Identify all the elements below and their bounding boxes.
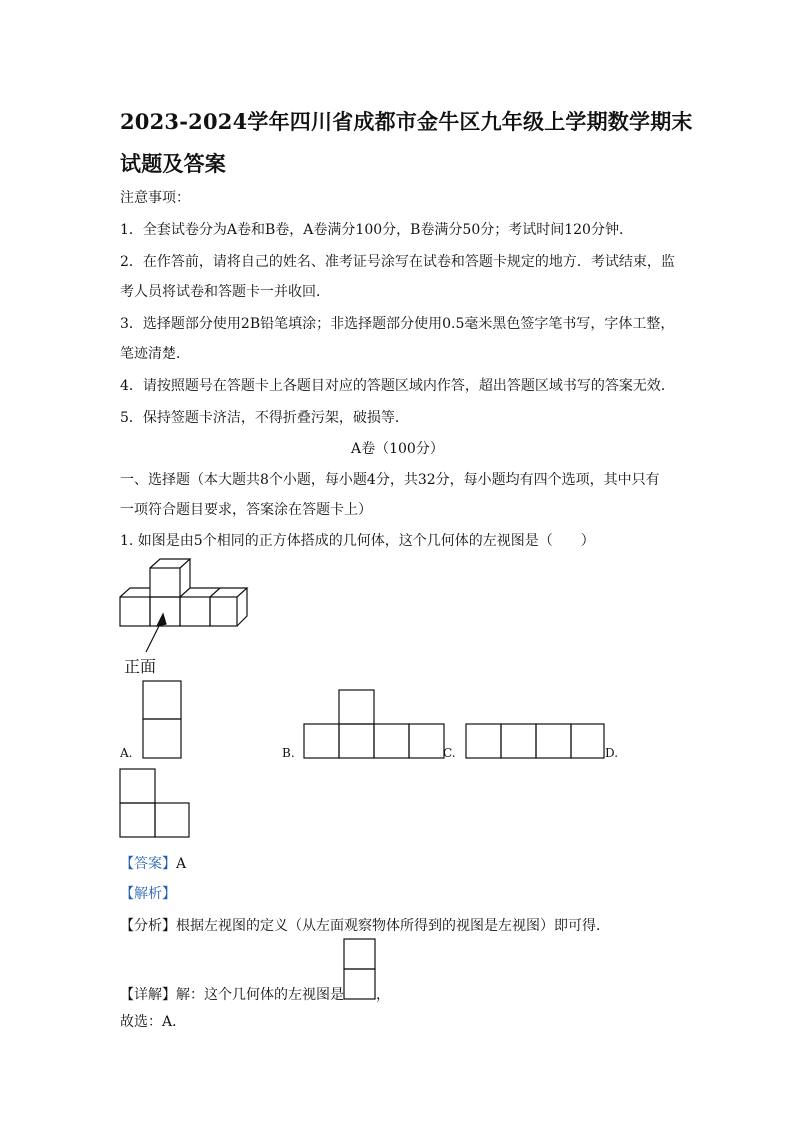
notice-item-2: 2．在作答前，请将自己的姓名、准考证号涂写在试卷和答题卡规定的地方．考试结束，监 bbox=[120, 254, 675, 270]
detail-line bbox=[120, 984, 344, 1004]
option-d-label[interactable]: D. bbox=[605, 746, 619, 760]
part1-instructions-line2: 一项符合题目要求，答案涂在答题卡上） bbox=[120, 502, 372, 518]
fenxi-label: 【分析】 bbox=[120, 918, 176, 934]
detail-comma: ， bbox=[376, 987, 390, 1003]
notice-item-3-cont: 笔迹清楚． bbox=[120, 346, 190, 362]
part1-instructions-line1: 一、选择题（本大题共8个小题，每小题4分，共32分，每小题均有四个选项，其中只有 bbox=[120, 472, 660, 488]
notice-item-1: 1．全套试卷分为A卷和B卷，A卷满分100分，B卷满分50分；考试时间120分钟． bbox=[120, 222, 633, 238]
notice-item-5: 5．保持签题卡济洁，不得折叠污架，破损等． bbox=[120, 410, 409, 426]
document-title-line2: 试题及答案 bbox=[120, 151, 226, 176]
option-a-figure[interactable] bbox=[142, 680, 184, 760]
notice-item-3: 3．选择题部分使用2B铅笔填涂；非选择题部分使用0.5毫米黑色签字笔书写，字体工整， bbox=[120, 316, 675, 332]
detail-conclusion: 故选：A． bbox=[120, 1014, 187, 1030]
notice-item-4: 4．请按照题号在答题卡上各题目对应的答题区域内作答，超出答题区域书写的答案无效． bbox=[120, 378, 675, 394]
detail-answer-figure bbox=[342, 937, 378, 1001]
document-title-line1: 2023-2024学年四川省成都市金牛区九年级上学期数学期末 bbox=[120, 109, 693, 134]
fenxi-text: 根据左视图的定义（从左面观察物体所得到的视图是左视图）即可得． bbox=[176, 918, 610, 934]
analysis-label: 【解析】 bbox=[120, 886, 176, 902]
answer-label: 【答案】 bbox=[120, 856, 176, 872]
front-label: 正面 bbox=[124, 657, 157, 676]
option-c-figure[interactable] bbox=[464, 722, 608, 760]
option-a-label[interactable]: A. bbox=[120, 746, 133, 760]
option-b-label[interactable]: B. bbox=[282, 746, 295, 760]
front-arrow bbox=[140, 610, 170, 660]
section-a-title: A卷（100分） bbox=[351, 441, 444, 457]
answer-line bbox=[120, 853, 186, 873]
option-c-label[interactable]: C. bbox=[443, 746, 456, 760]
question-1-text: 1. 如图是由5个相同的正方体搭成的几何体，这个几何体的左视图是（ ） bbox=[120, 533, 595, 549]
notice-item-2-cont: 考人员将试卷和答题卡一并收回． bbox=[120, 284, 330, 300]
detail-label: 【详解】 bbox=[120, 987, 176, 1003]
solid-figure bbox=[118, 558, 253, 630]
option-d-figure[interactable] bbox=[119, 767, 193, 839]
option-b-figure[interactable] bbox=[302, 688, 447, 760]
detail-text: 解：这个几何体的左视图是 bbox=[176, 987, 344, 1003]
answer-value: A bbox=[176, 856, 187, 872]
fenxi-line bbox=[120, 915, 610, 935]
notice-heading: 注意事项： bbox=[120, 190, 190, 206]
